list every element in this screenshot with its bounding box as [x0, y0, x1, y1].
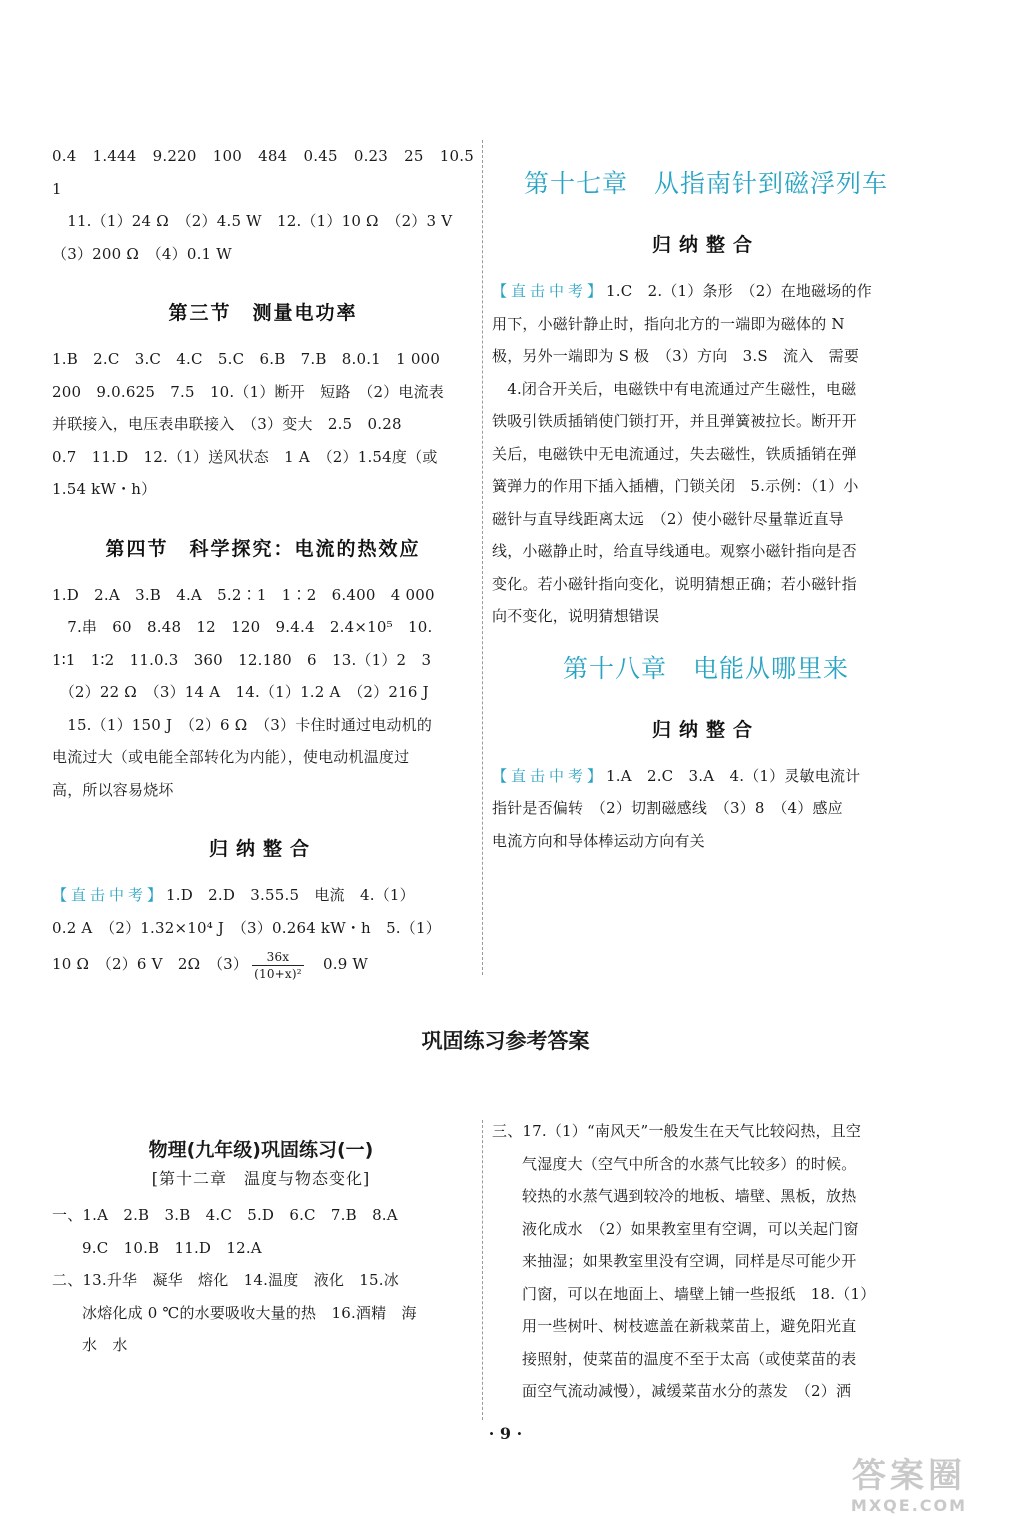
- text-line: 1.54 kW・h）: [52, 480, 157, 498]
- chapter-18-title: 第十八章 电能从哪里来: [562, 653, 849, 683]
- left-column: [52, 140, 490, 984]
- text-line: 【直击中考】1.D 2.D 3.55.5 电流 4.（1）: [52, 886, 415, 904]
- text-line: （3）200 Ω （4）0.1 W: [52, 244, 232, 263]
- section-title-4: 第四节 科学探究：电流的热效应: [105, 537, 421, 560]
- text-line: 0.4 1.444 9.220 100 484 0.45 0.23 25 10.5 1: [52, 147, 490, 198]
- chapter-17-title: 第十七章 从指南针到磁浮列车: [523, 169, 888, 198]
- text-line: 11.（1）24 Ω （2）4.5 W 12.（1）10 Ω （2）3 V: [52, 212, 453, 230]
- watermark-url: MXQE.COM: [850, 1496, 968, 1515]
- text-line: 1.B 2.C 3.C 4.C 5.C 6.B 7.B 8.0.1 1 000: [52, 350, 441, 368]
- text-line: 电流过大（或电能全部转化为内能），使电动机温度过: [52, 748, 410, 766]
- text-line: 【直击中考】1.A 2.C 3.A 4.（1）灵敏电流计: [492, 766, 861, 785]
- exam-tag: 【直击中考】: [492, 766, 607, 785]
- text-line: （2）22 Ω （3）14 A 14.（1）1.2 A （2）216 J: [52, 683, 429, 701]
- text-line: 门窗，可以在地面上、墙壁上铺一些报纸 18.（1）: [522, 1284, 876, 1303]
- bottom-right-column: [492, 1115, 920, 1408]
- bottom-left-column: [52, 1115, 470, 1362]
- text-line: 接照射，使菜苗的温度不至于太高（或使菜苗的表: [522, 1349, 857, 1368]
- text-line: 极，另外一端即为 S 极 （3）方向 3.S 流入 需要: [492, 347, 860, 365]
- text-line: 用下，小磁针静止时，指向北方的一端即为磁体的 N: [492, 314, 845, 333]
- text-line: 1.D 2.A 3.B 4.A 5.2∶1 1∶2 6.400 4 000: [52, 585, 435, 604]
- text-line: 一、1.A 2.B 3.B 4.C 5.D 6.C 7.B 8.A: [52, 1206, 398, 1224]
- section-title-3: 第三节 测量电功率: [168, 302, 358, 324]
- column-divider: [482, 140, 483, 975]
- exam-tag: 【直击中考】: [492, 282, 607, 300]
- text-line: 1∶1 1∶2 11.0.3 360 12.180 6 13.（1）2 3: [52, 650, 432, 669]
- watermark-text: 答案圈: [852, 1456, 966, 1496]
- right-column: [492, 140, 920, 857]
- text-line: 变化。若小磁针指向变化，说明猜想正确；若小磁针指: [492, 574, 857, 593]
- summary-title: 归纳整合: [651, 234, 760, 256]
- practice-subtitle: [第十二章 温度与物态变化]: [151, 1169, 371, 1188]
- text-line: 关后，电磁铁中无电流通过，失去磁性，铁质插销在弹: [492, 444, 857, 463]
- text-line: 水 水: [82, 1336, 128, 1354]
- text-line: 簧弹力的作用下插入插槽，门锁关闭 5.示例：（1）小: [492, 477, 859, 495]
- text-line: 高，所以容易烧坏: [52, 780, 174, 799]
- text-line: 0.2 A （2）1.32×10⁴ J （3）0.264 kW・h 5.（1）: [52, 918, 441, 937]
- text-line: 面空气流动减慢），减缓菜苗水分的蒸发 （2）洒: [522, 1382, 852, 1400]
- watermark-logo: [819, 1456, 999, 1522]
- text-line: 0.7 11.D 12.（1）送风状态 1 A （2）1.54度（或: [52, 447, 438, 466]
- main-title: 巩固练习参考答案: [421, 1029, 590, 1053]
- practice-title: 物理(九年级)巩固练习(一): [148, 1139, 374, 1161]
- summary-title: 归纳整合: [651, 718, 760, 741]
- column-divider-bottom: [482, 1120, 483, 1420]
- text-line: 冰熔化成 0 ℃的水要吸收大量的热 16.酒精 海: [82, 1303, 417, 1322]
- text-line: 线，小磁静止时，给直导线通电。观察小磁针指向是否: [492, 542, 857, 560]
- fraction: $\frac{36x}{\text{(10+x)²}}$: [254, 949, 302, 981]
- text-line: 并联接入，电压表串联接入 （3）变大 2.5 0.28: [52, 415, 402, 433]
- text-line: 用一些树叶、树枝遮盖在新栽菜苗上，避免阳光直: [522, 1317, 857, 1335]
- text-line: 气湿度大（空气中所含的水蒸气比较多）的时候。: [522, 1154, 857, 1173]
- exam-tag: 【直击中考】: [52, 886, 167, 904]
- text-line: 二、13.升华 凝华 熔化 14.温度 液化 15.冰: [52, 1271, 399, 1289]
- text-line: 指针是否偏转 （2）切割磁感线 （3）8 （4）感应: [492, 799, 843, 817]
- text-line: 较热的水蒸气遇到较冷的地板、墙壁、黑板，放热: [522, 1187, 857, 1205]
- text-line: 来抽湿；如果教室里没有空调，同样是尽可能少开: [522, 1252, 857, 1270]
- page-number: · 9 ·: [488, 1424, 523, 1443]
- text-line: 15.（1）150 J （2）6 Ω （3）卡住时通过电动机的: [52, 715, 433, 734]
- text-line: 10 Ω （2）6 V 2Ω （3） $\frac{36x}{\text{(10+x)²}}$ 0.9 W: [52, 949, 369, 981]
- text-line: 200 9.0.625 7.5 10.（1）断开 短路 （2）电流表: [52, 382, 444, 401]
- text-line: 9.C 10.B 11.D 12.A: [82, 1238, 262, 1257]
- text-line: 【直击中考】1.C 2.（1）条形 （2）在地磁场的作: [492, 282, 872, 300]
- text-line: 磁针与直导线距离太远 （2）使小磁针尽量靠近直导: [492, 509, 844, 528]
- text-line: 液化成水 （2）如果教室里有空调，可以关起门窗: [522, 1219, 859, 1238]
- text-line: 4.闭合开关后，电磁铁中有电流通过产生磁性，电磁: [492, 379, 857, 398]
- text-line: 三、17.（1）“南风天”一般发生在天气比较闷热，且空: [492, 1122, 862, 1140]
- text-line: 向不变化，说明猜想错误: [492, 607, 660, 625]
- text-line: 铁吸引铁质插销使门锁打开，并且弹簧被拉长。断开开: [492, 412, 857, 430]
- summary-title: 归纳整合: [208, 838, 317, 860]
- text-line: 7.串 60 8.48 12 120 9.4.4 2.4×10⁵ 10.: [52, 618, 433, 636]
- text-line: 电流方向和导体棒运动方向有关: [492, 831, 705, 850]
